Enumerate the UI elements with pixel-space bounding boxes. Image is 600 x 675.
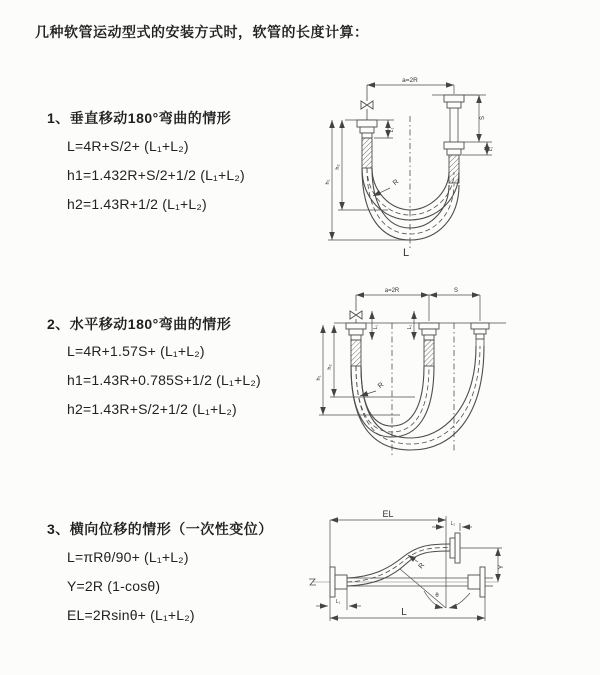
dim-label-l2: L₂ — [450, 521, 456, 527]
section-3-formula-Y: Y=2R (1-cosθ) — [67, 578, 161, 594]
dimension-l1 — [372, 311, 379, 340]
dim-label-h2: h₂ — [327, 364, 333, 370]
section-3-formula-L: L=πRθ/90+ (L₁+L₂) — [67, 549, 189, 565]
dim-label-s: S — [453, 288, 459, 294]
section-2-heading: 2、水平移动180°弯曲的情形 — [47, 316, 232, 332]
page-title: 几种软管运动型式的安装方式时，软管的长度计算： — [35, 24, 369, 40]
dimension-l2 — [462, 142, 494, 155]
dim-label-l2: L₂ — [407, 324, 413, 330]
dim-label-r: R — [391, 178, 401, 188]
dim-label-h1: h₁ — [325, 179, 331, 185]
right-flange-connector — [432, 95, 478, 183]
hose-u-bend-shifted — [351, 346, 484, 450]
dim-label-r: R — [417, 561, 427, 571]
section-3-heading: 3、横向位移的情形（一次性变位） — [47, 521, 273, 537]
dimension-l2 — [432, 521, 472, 531]
hose-u-bend — [362, 168, 459, 240]
radius-callout — [360, 382, 385, 396]
section-1-formula-h1: h1=1.432R+S/2+1/2 (L₁+L₂) — [67, 167, 245, 183]
dim-label-L: L — [401, 607, 407, 618]
dimension-s — [464, 95, 492, 142]
section-1-formula-h2: h2=1.43R+1/2 (L₁+L₂) — [67, 196, 207, 212]
braided-hose-end — [362, 138, 372, 168]
dim-label-l1: L₁ — [335, 599, 341, 605]
diagram-lateral-displacement — [300, 505, 600, 640]
radius-callout — [408, 555, 426, 570]
section-1-formula-L: L=4R+S/2+ (L₁+L₂) — [67, 138, 189, 154]
dim-label-s: S — [480, 115, 486, 121]
dim-label-l2: L₂ — [488, 146, 494, 152]
left-flange-connector — [346, 323, 366, 366]
section-3-formula-EL: EL=2Rsinθ+ (L₁+L₂) — [67, 607, 195, 623]
dim-label-a2r: a=2R — [402, 77, 418, 84]
left-flange-connector — [345, 120, 394, 168]
hose-u-bend-original — [351, 366, 434, 437]
dim-label-l1: L₁ — [389, 127, 395, 133]
section-2-formula-h1: h1=1.43R+0.785S+1/2 (L₁+L₂) — [67, 372, 261, 388]
diagram-vertical-180-bend — [312, 72, 600, 267]
angle-theta — [400, 569, 470, 608]
dim-label-el: EL — [382, 509, 394, 519]
diagram-horizontal-180-bend — [310, 283, 600, 470]
valve-icon — [361, 85, 373, 120]
left-flange — [330, 567, 347, 597]
section-1-heading: 1、垂直移动180°弯曲的情形 — [47, 110, 232, 126]
dim-label-a2r: a=2R — [384, 288, 400, 294]
dim-label-L: L — [402, 247, 410, 259]
right-flange-connector — [471, 323, 489, 346]
section-2-formula-L: L=4R+1.57S+ (L₁+L₂) — [67, 343, 205, 359]
braided-hose-end — [351, 340, 361, 366]
dimension-a2r — [356, 288, 429, 295]
dimension-h2 — [327, 325, 415, 397]
dimension-l2 — [407, 311, 414, 340]
dimension-s — [429, 288, 480, 321]
middle-flange-connector — [419, 323, 439, 366]
dim-label-r: R — [376, 381, 386, 391]
upper-flange — [450, 533, 460, 563]
dim-label-h2: h₂ — [335, 164, 341, 170]
dim-label-l1: L₁ — [373, 324, 379, 330]
dim-label-h1: h₁ — [316, 375, 322, 381]
braided-hose-end — [424, 340, 434, 366]
section-2-formula-h2: h2=1.43R+S/2+1/2 (L₁+L₂) — [67, 401, 237, 417]
dim-label-theta: θ — [435, 593, 439, 599]
dimension-l1 — [316, 589, 361, 610]
hose-s-curve — [347, 544, 450, 586]
radius-callout — [373, 179, 400, 196]
dimension-h2 — [335, 120, 388, 210]
braided-hose-end — [449, 155, 459, 183]
valve-icon — [350, 295, 362, 323]
dimension-L — [330, 597, 485, 621]
dim-label-y: Y — [498, 564, 505, 570]
dimension-a2r — [367, 77, 454, 94]
